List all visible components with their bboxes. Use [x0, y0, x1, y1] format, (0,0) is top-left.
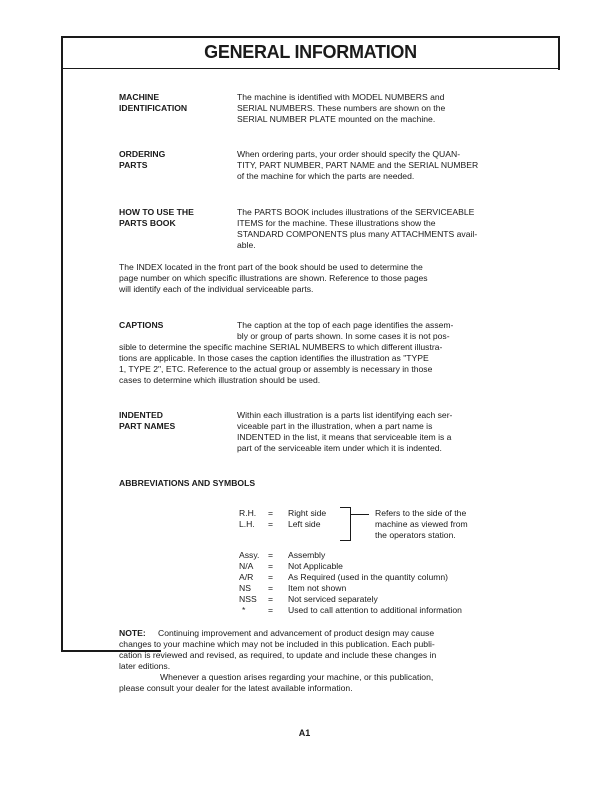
indented-line-3: INDENTED in the list, it means that serviceable item is a: [237, 432, 452, 442]
title-divider: [61, 68, 560, 69]
note-first-line: Continuing improvement and advancement of product design may cause: [158, 628, 435, 638]
captions-line-2: bly or group of parts shown. In some cases it is not pos-: [237, 331, 450, 341]
machine-line-2: SERIAL NUMBERS. These numbers are shown on the: [237, 103, 446, 113]
howto-line-2: ITEMS for the machine. These illustrations show the: [237, 218, 436, 228]
machine-label-2: IDENTIFICATION: [119, 103, 188, 113]
howto-line-3: STANDARD COMPONENTS plus many ATTACHMENTS avail-: [237, 229, 478, 239]
indented-label-2: PART NAMES: [119, 421, 176, 431]
page-number: A1: [298, 728, 311, 738]
abbr-ns: NS: [239, 583, 251, 593]
howto-line-4: able.: [237, 240, 256, 250]
abbr-ar-eq: =: [268, 572, 274, 582]
abbr-nss-eq: =: [268, 594, 274, 604]
machine-line-3: SERIAL NUMBER PLATE mounted on the machine.: [237, 114, 436, 124]
machine-label-1: MACHINE: [119, 92, 160, 102]
abbr-assy-meaning: Assembly: [288, 550, 326, 560]
indented-line-1: Within each illustration is a parts list identifying each ser-: [237, 410, 453, 420]
abbr-nss-meaning: Not serviced separately: [288, 594, 378, 604]
abbr-nss: NSS: [239, 594, 257, 604]
side-note-line-3: the operators station.: [375, 530, 456, 540]
abbr-lh-eq: =: [268, 519, 274, 529]
captions-label: CAPTIONS: [119, 320, 164, 330]
note-line-2: cation is reviewed and revised, as required, to update and include these changes in: [119, 650, 437, 660]
abbr-asterisk-meaning: Used to call attention to additional information: [288, 605, 462, 615]
note-line-1: changes to your machine which may not be included in this publication. Each publi-: [119, 639, 435, 649]
side-bracket: [340, 507, 351, 541]
ordering-line-2: TITY, PART NUMBER, PART NAME and the SERIAL NUMBER: [237, 160, 479, 170]
note-label: NOTE:: [119, 628, 146, 638]
indented-label-1: INDENTED: [119, 410, 163, 420]
abbr-na-eq: =: [268, 561, 274, 571]
captions-full-line-4: cases to determine which illustration should be used.: [119, 375, 321, 385]
abbr-ar: A/R: [239, 572, 254, 582]
captions-full-line-3: 1, TYPE 2", ETC. Reference to the actual group or assembly is necessary in those: [119, 364, 433, 374]
howto-label-2: PARTS BOOK: [119, 218, 176, 228]
captions-full-line-1: sible to determine the specific machine SERIAL NUMBERS to which different illustra-: [119, 342, 443, 352]
index-line-2: page number on which specific illustrations are shown. Reference to those pages: [119, 273, 428, 283]
frame-top-border: [61, 36, 560, 38]
ordering-label-2: PARTS: [119, 160, 148, 170]
note-last-line: please consult your dealer for the latest available information.: [119, 683, 353, 693]
indented-line-4: part of the serviceable item under which it is indented.: [237, 443, 442, 453]
index-line-3: will identify each of the individual serviceable parts.: [119, 284, 314, 294]
indented-line-2: viceable part in the illustration, when a part name is: [237, 421, 433, 431]
frame-left-border: [61, 36, 63, 650]
abbr-assy: Assy.: [239, 550, 260, 560]
howto-line-1: The PARTS BOOK includes illustrations of the SERVICEABLE: [237, 207, 475, 217]
abbr-rh-eq: =: [268, 508, 274, 518]
ordering-line-1: When ordering parts, your order should specify the QUAN-: [237, 149, 461, 159]
page-title: GENERAL INFORMATION: [204, 42, 417, 62]
howto-label-1: HOW TO USE THE: [119, 207, 194, 217]
abbr-asterisk: *: [242, 605, 246, 615]
machine-line-1: The machine is identified with MODEL NUMBERS and: [237, 92, 445, 102]
side-note-line-2: machine as viewed from: [375, 519, 468, 529]
abbr-ns-meaning: Item not shown: [288, 583, 347, 593]
abbr-rh-meaning: Right side: [288, 508, 327, 518]
note-line-3: later editions.: [119, 661, 171, 671]
side-note-line-1: Refers to the side of the: [375, 508, 467, 518]
ordering-label-1: ORDERING: [119, 149, 166, 159]
abbr-rh: R.H.: [239, 508, 257, 518]
note-indent-line: Whenever a question arises regarding your machine, or this publication,: [160, 672, 434, 682]
abbr-ns-eq: =: [268, 583, 274, 593]
index-line-1: The INDEX located in the front part of the book should be used to determine the: [119, 262, 423, 272]
abbr-lh-meaning: Left side: [288, 519, 321, 529]
abbr-asterisk-eq: =: [268, 605, 274, 615]
side-bracket-pointer: [351, 514, 369, 515]
abbr-lh: L.H.: [239, 519, 255, 529]
captions-full-line-2: tions are applicable. In those cases the caption identifies the illustration as "TYPE: [119, 353, 429, 363]
ordering-line-3: of the machine for which the parts are needed.: [237, 171, 415, 181]
abbr-assy-eq: =: [268, 550, 274, 560]
abbr-na-meaning: Not Applicable: [288, 561, 343, 571]
abbr-na: N/A: [239, 561, 254, 571]
captions-line-1: The caption at the top of each page identifies the assem-: [237, 320, 454, 330]
abbr-ar-meaning: As Required (used in the quantity column): [288, 572, 449, 582]
abbreviations-heading: ABBREVIATIONS AND SYMBOLS: [119, 478, 256, 488]
